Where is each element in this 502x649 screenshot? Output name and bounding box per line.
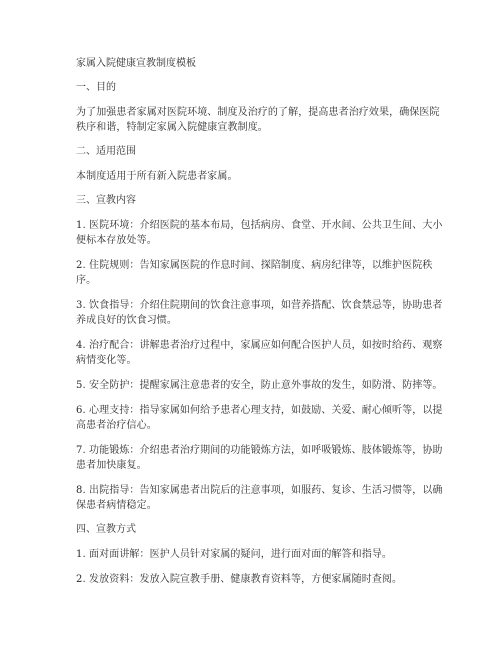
list-item — [76, 298, 444, 328]
list-item — [76, 218, 444, 248]
list-item — [76, 403, 444, 433]
section-content — [76, 194, 444, 513]
item-text: 治疗配合：讲解患者治疗过程中，家属应如何配合医护人员，如按时给药、观察病情变化等。 — [76, 340, 443, 366]
list-item — [76, 378, 444, 393]
item-number: 1. — [76, 220, 86, 231]
section-heading: 二、适用范围 — [76, 146, 136, 157]
section-paragraph: 本制度适用于所有新入院患者家属。 — [76, 171, 238, 182]
item-number: 4. — [76, 340, 86, 351]
list-item — [76, 258, 444, 288]
item-text: 住院规则：告知家属医院的作息时间、探陪制度、病房纪律等，以维护医院秩序。 — [76, 260, 433, 286]
item-number: 3. — [76, 300, 86, 311]
item-text: 面对面讲解：医护人员针对家属的疑问，进行面对面的解答和指导。 — [89, 549, 393, 560]
section-heading: 四、宣教方式 — [76, 524, 136, 535]
item-number: 5. — [76, 380, 86, 391]
section-paragraph: 为了加强患者家属对医院环境、制度及治疗的了解，提高患者治疗效果，确保医院秩序和谐，特制定家属入院健康宣教制度。 — [76, 107, 440, 133]
item-number: 1. — [76, 549, 86, 560]
item-number: 6. — [76, 405, 86, 416]
item-text: 心理支持：指导家属如何给予患者心理支持，如鼓励、关爱、耐心倾听等，以提高患者治疗信心。 — [76, 405, 443, 431]
list-item — [76, 572, 444, 587]
section-methods — [76, 523, 444, 587]
list-item — [76, 547, 444, 562]
document-title: 家属入院健康宣教制度模板 — [76, 58, 196, 69]
list-item — [76, 338, 444, 368]
item-number: 2. — [76, 574, 86, 585]
section-heading: 一、目的 — [76, 82, 116, 93]
item-text: 安全防护：提醒家属注意患者的安全，防止意外事故的发生，如防滑、防摔等。 — [89, 380, 443, 391]
section-scope — [76, 145, 444, 184]
item-number: 8. — [76, 485, 86, 496]
item-text: 功能锻炼：介绍患者治疗期间的功能锻炼方法，如呼吸锻炼、肢体锻炼等，协助患者加快康复。 — [76, 445, 443, 471]
item-text: 发放资料：发放入院宣教手册、健康教育资料等，方便家属随时查阅。 — [89, 574, 403, 585]
item-number: 2. — [76, 260, 86, 271]
item-text: 出院指导：告知家属患者出院后的注意事项，如服药、复诊、生活习惯等，以确保患者病情稳定。 — [76, 485, 443, 511]
list-item — [76, 483, 444, 513]
section-heading: 三、宣教内容 — [76, 195, 136, 206]
item-number: 7. — [76, 445, 86, 456]
item-text: 饮食指导：介绍住院期间的饮食注意事项，如营养搭配、饮食禁忌等，协助患者养成良好的饮食习惯。 — [76, 300, 443, 326]
item-text: 医院环境：介绍医院的基本布局，包括病房、食堂、开水间、公共卫生间、大小便标本存放处等。 — [76, 220, 443, 246]
section-purpose — [76, 81, 444, 135]
list-item — [76, 443, 444, 473]
